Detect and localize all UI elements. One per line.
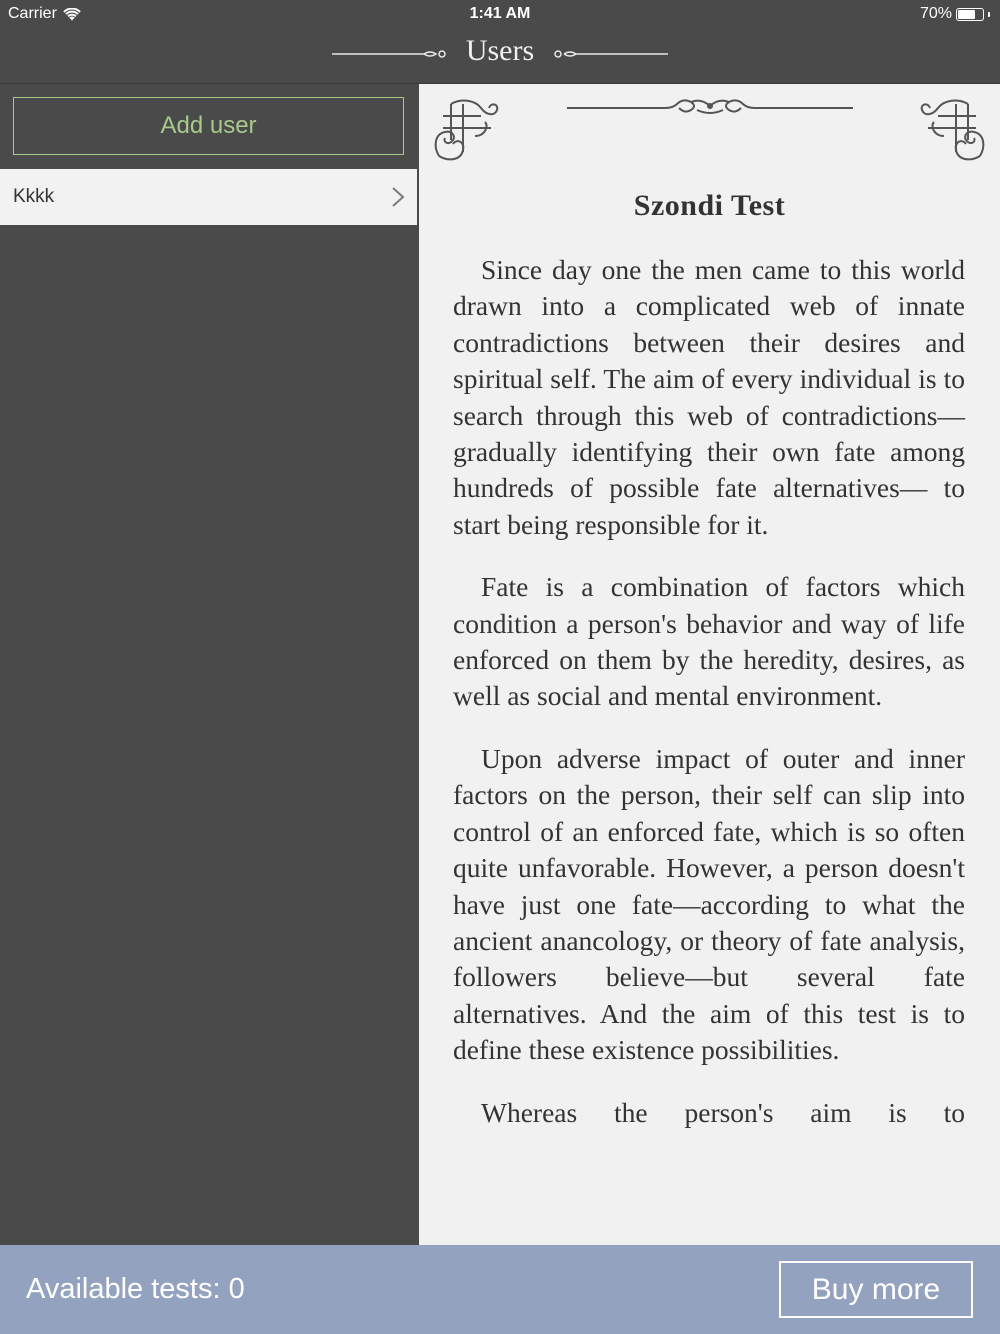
- wifi-icon: [63, 8, 81, 21]
- add-user-button[interactable]: Add user: [13, 97, 404, 155]
- users-sidebar: [0, 84, 418, 1245]
- article-paragraph: Fate is a combination of factors which condition a person's behavior and way of life enforced on them by the heredity, desires, as well as social and mental environment.: [453, 571, 965, 712]
- battery-percent: 70%: [919, 5, 952, 22]
- article-panel[interactable]: [419, 84, 1000, 1245]
- article-paragraph: Whereas the person's aim is to: [481, 1096, 965, 1128]
- user-list-item[interactable]: [0, 169, 417, 225]
- status-bar: [0, 0, 1000, 28]
- page-title: Users: [465, 34, 535, 67]
- available-tests-label: Available tests: 0: [26, 1273, 245, 1305]
- battery-icon: [956, 8, 984, 21]
- buy-more-button[interactable]: Buy more: [779, 1261, 973, 1318]
- carrier-indicator: [8, 5, 81, 23]
- corner-ornament-right-icon: [920, 96, 988, 164]
- article-body: [453, 252, 965, 1157]
- purchase-bar: [0, 1245, 1000, 1334]
- corner-ornament-left-icon: [431, 96, 499, 164]
- title-ornament-right-icon: [550, 46, 670, 62]
- clock: 1:41 AM: [469, 5, 531, 22]
- carrier-label: Carrier: [8, 5, 57, 22]
- chevron-right-icon: [391, 186, 405, 208]
- article-title: Szondi Test: [633, 189, 786, 222]
- article-paragraph: Upon adverse impact of outer and inner factors on the person, their self can slip into control of an enforced fate, which is so often quite unfavorable. However, a person doesn't have just one fate—according to what the ancient anancology, or theory of fate analysis, followers believe—but several fate alternatives. And the aim of this test is to define these existence possibilities.: [453, 742, 965, 1066]
- navigation-bar: [0, 28, 1000, 84]
- top-ornament-icon: [565, 94, 855, 120]
- user-name: Kkkk: [13, 186, 55, 207]
- article-paragraph: Since day one the men came to this world drawn into a complicated web of innate contradictions between their desires and spiritual self. The aim of every individual is to search through this web of contradictions—gradually identifying their own fate among hundreds of possible fate alternatives— to start being responsible for it.: [453, 254, 965, 540]
- battery-indicator: [920, 5, 990, 23]
